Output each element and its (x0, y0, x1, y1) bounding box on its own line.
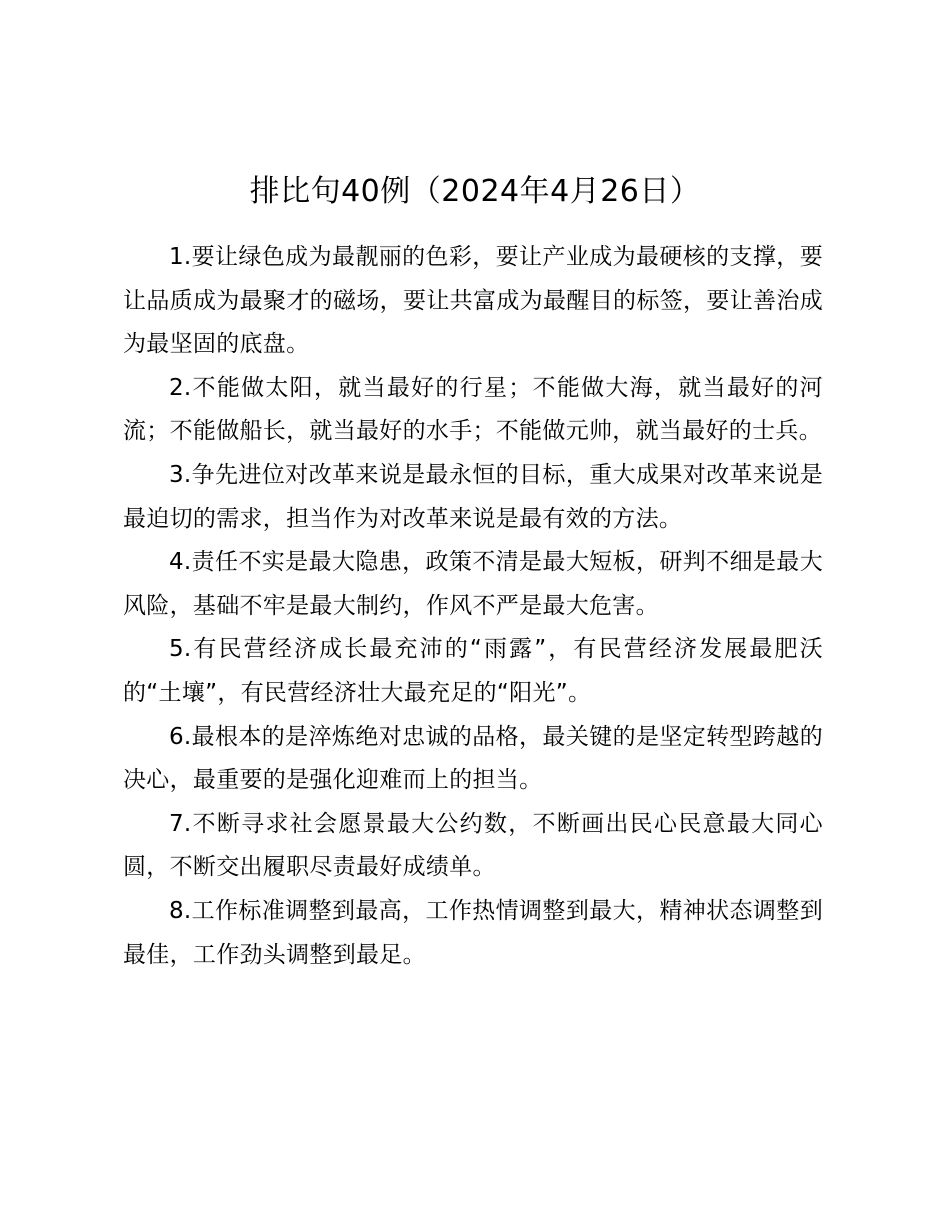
paragraph-3: 3.争先进位对改革来说是最永恒的目标，重大成果对改革来说是最迫切的需求，担当作为对改革来说是最有效的方法。 (123, 461, 823, 532)
document-body (123, 236, 823, 977)
paragraph-4: 4.责任不实是最大隐患，政策不清是最大短板，研判不细是最大风险，基础不牢是最大制约，作风不严是最大危害。 (123, 549, 823, 619)
paragraph-8: 8.工作标准调整到最高，工作热情调整到最大，精神状态调整到最佳，工作劲头调整到最足。 (123, 897, 823, 968)
paragraph-2: 2.不能做太阳，就当最好的行星；不能做大海，就当最好的河流；不能做船长，就当最好的水手；不能做元帅，就当最好的士兵。 (123, 374, 823, 445)
paragraph-1: 1.要让绿色成为最靓丽的色彩，要让产业成为最硬核的支撑，要让品质成为最聚才的磁场，要让共富成为最醒目的标签，要让善治成为最坚固的底盘。 (123, 244, 823, 358)
document-title: 排比句40例（2024年4月26日） (249, 174, 701, 209)
paragraph-7: 7.不断寻求社会愿景最大公约数，不断画出民心民意最大同心圆，不断交出履职尽责最好成绩单。 (123, 810, 823, 881)
paragraph-5: 5.有民营经济成长最充沛的“雨露”，有民营经济发展最肥沃的“土壤”，有民营经济壮大最充足的“阳光”。 (123, 636, 823, 706)
paragraph-6: 6.最根本的是淬炼绝对忠诚的品格，最关键的是坚定转型跨越的决心，最重要的是强化迎难而上的担当。 (123, 723, 823, 794)
